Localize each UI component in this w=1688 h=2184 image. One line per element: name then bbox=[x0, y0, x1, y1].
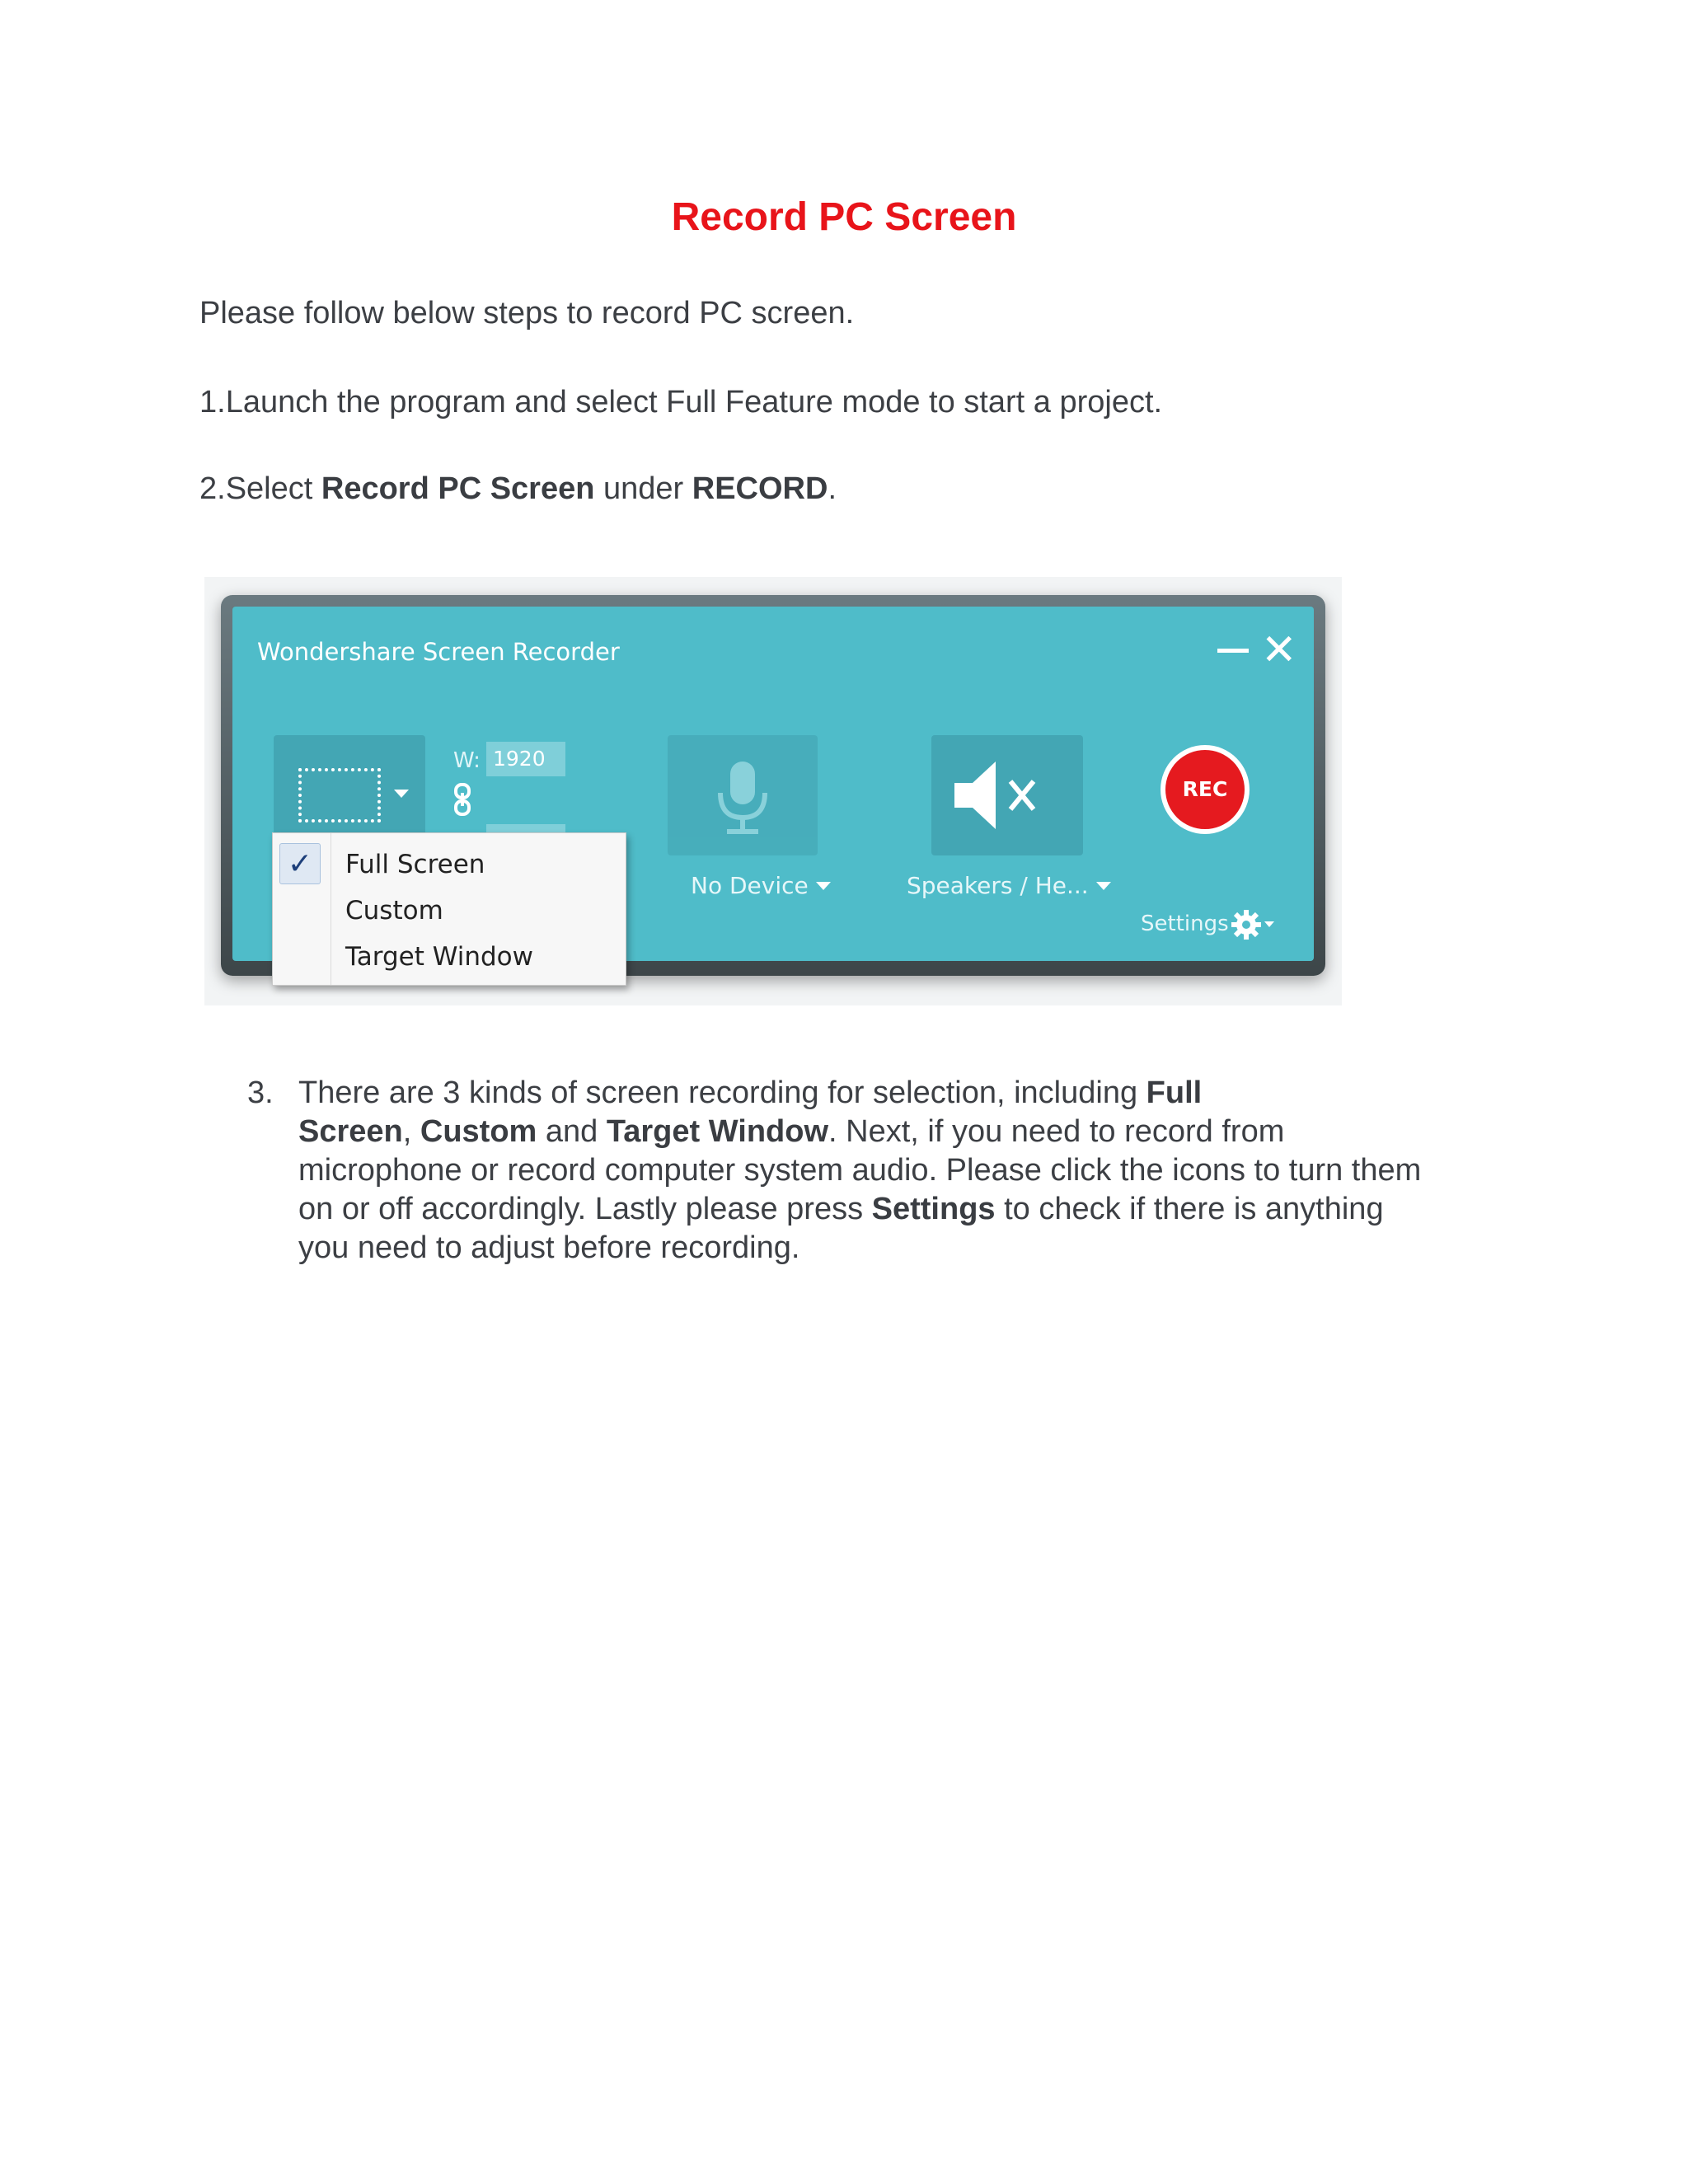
step-3-bold: Screen bbox=[298, 1114, 403, 1149]
page-title: Record PC Screen bbox=[671, 195, 1017, 239]
step-3-text: and bbox=[537, 1114, 607, 1149]
record-button-ring bbox=[1160, 745, 1250, 834]
step-3-bold: Full bbox=[1146, 1076, 1203, 1110]
speaker-toggle[interactable] bbox=[931, 735, 1083, 855]
step-2-suffix: . bbox=[828, 471, 837, 506]
menu-item-target-window[interactable]: Target Window bbox=[345, 942, 533, 972]
intro-paragraph: Please follow below steps to record PC screen. bbox=[199, 296, 855, 330]
region-select-icon bbox=[298, 768, 381, 823]
step-3-line-1 bbox=[298, 1074, 1421, 1113]
speaker-device-label: Speakers / He... bbox=[907, 872, 1089, 899]
step-3-text: There are 3 kinds of screen recording for selection, including bbox=[298, 1076, 1146, 1110]
check-icon: ✓ bbox=[279, 843, 321, 884]
menu-item-full-screen[interactable]: Full Screen bbox=[345, 850, 485, 879]
settings-button[interactable]: Settings bbox=[1141, 912, 1229, 936]
chevron-down-icon bbox=[816, 882, 831, 890]
menu-item-custom[interactable]: Custom bbox=[345, 896, 443, 926]
step-1-paragraph: 1.Launch the program and select Full Feature mode to start a project. bbox=[199, 385, 1163, 419]
step-2-prefix: 2.Select bbox=[199, 471, 321, 506]
step-3-line-4 bbox=[298, 1190, 1421, 1229]
step-3-text: on or off accordingly. Lastly please press bbox=[298, 1192, 872, 1226]
step-2-bold-tab: RECORD bbox=[692, 471, 828, 506]
speaker-mute-icon bbox=[931, 735, 1083, 855]
microphone-device-dropdown[interactable] bbox=[691, 872, 831, 899]
step-3-bold: Target Window bbox=[606, 1114, 829, 1149]
step-2-paragraph bbox=[199, 470, 837, 508]
width-label: W: bbox=[453, 748, 481, 773]
step-3-text: . Next, if you need to record from bbox=[828, 1114, 1285, 1149]
close-icon[interactable]: ✕ bbox=[1261, 626, 1297, 674]
window-title: Wondershare Screen Recorder bbox=[257, 638, 620, 666]
step-2-bold-feature: Record PC Screen bbox=[321, 471, 595, 506]
step-3-line-5: you need to adjust before recording. bbox=[298, 1230, 800, 1265]
microphone-toggle[interactable] bbox=[668, 735, 818, 855]
speaker-device-dropdown[interactable] bbox=[907, 872, 1111, 899]
step-3-text: , bbox=[402, 1114, 420, 1149]
step-3-body bbox=[298, 1074, 1421, 1268]
step-3-line-3: microphone or record computer system audio. Please click the icons to turn them bbox=[298, 1153, 1422, 1188]
step-3-number: 3. bbox=[247, 1076, 274, 1110]
microphone-icon bbox=[668, 735, 818, 855]
step-3-line-2 bbox=[298, 1113, 1421, 1151]
chevron-down-icon bbox=[394, 790, 409, 798]
step-2-middle: under bbox=[594, 471, 692, 506]
width-input[interactable]: 1920 bbox=[486, 742, 565, 776]
minimize-icon[interactable] bbox=[1217, 649, 1249, 653]
step-3-text: to check if there is anything bbox=[995, 1192, 1384, 1226]
chevron-down-icon bbox=[1096, 882, 1111, 890]
microphone-device-label: No Device bbox=[691, 872, 809, 899]
step-3-bold: Settings bbox=[871, 1192, 996, 1226]
step-3-bold: Custom bbox=[420, 1114, 537, 1149]
capture-mode-menu bbox=[272, 832, 626, 986]
gear-icon[interactable] bbox=[1231, 908, 1276, 941]
record-button[interactable]: REC bbox=[1165, 750, 1245, 829]
link-icon[interactable] bbox=[453, 783, 471, 816]
